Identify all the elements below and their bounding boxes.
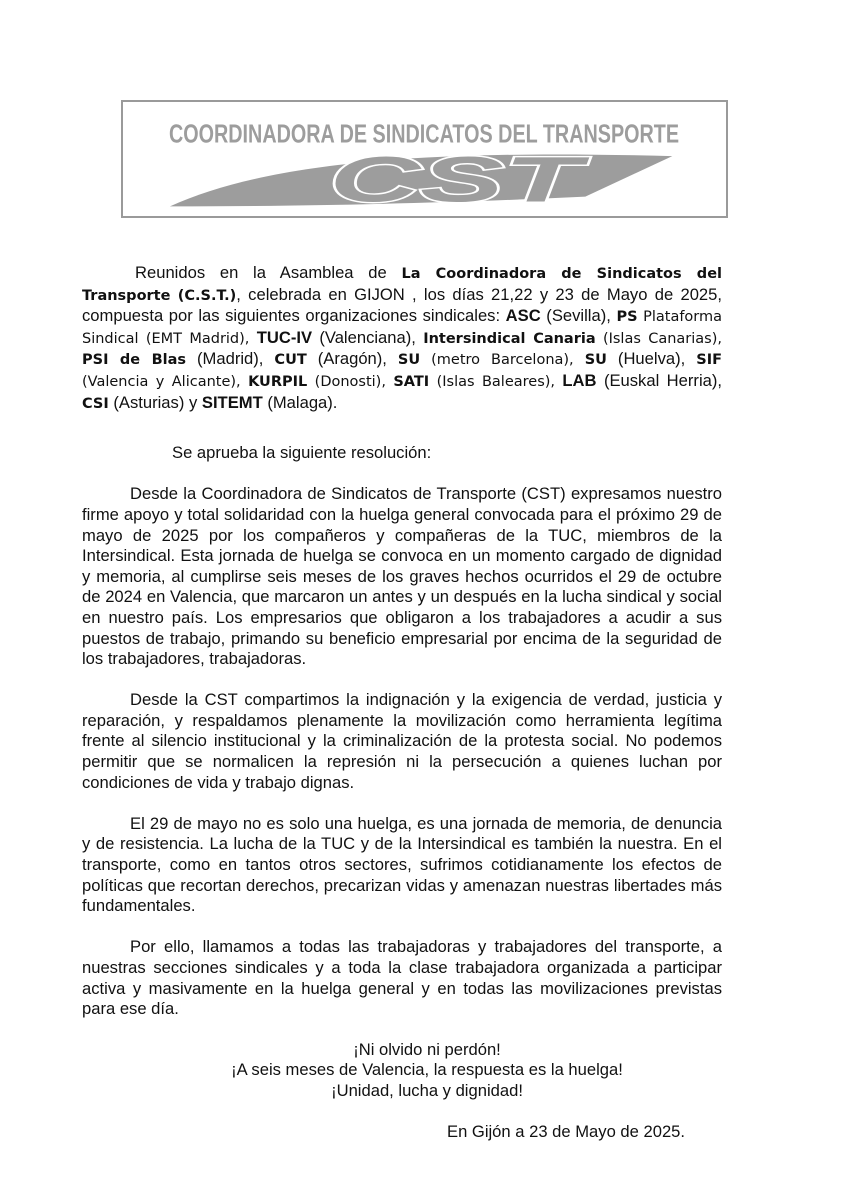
union-cut: CUT	[274, 352, 307, 369]
union-psi-detail: (Madrid),	[186, 349, 275, 369]
union-lab-detail: (Euskal Herria),	[596, 370, 722, 390]
union-kurpil-detail: (Donosti),	[307, 373, 394, 390]
union-ps-detail: (EMT Madrid),	[138, 330, 250, 347]
union-ps: PS	[616, 309, 638, 326]
cst-logo	[121, 100, 728, 218]
union-asc: ASC	[505, 306, 541, 326]
union-sitemt-detail: (Malaga).	[262, 392, 338, 412]
intro-paragraph	[82, 263, 722, 414]
paragraph: Desde la Coordinadora de Sindicatos de Transporte (CST) expresamos nuestro firme apoyo y total solidaridad con la huelga general convocada para el próximo 29 de mayo de 2025 por los compañeros y compañeras de la TUC, miembros de la Intersindical. Esta jornada de huelga se convoca en un momento cargado de dignidad y memoria, al cumplirse seis meses de los graves hechos ocurridos el 29 de octubre de 2024 en Valencia, que marcaron un antes y un después en la lucha sindical y social en nuestro país. Los empresarios que obligaron a los trabajadores a acudir a sus puestos de trabajo, primando su beneficio empresarial por encima de la seguridad de los trabajadores, trabajadoras.	[82, 484, 722, 669]
union-su-bcn: SU	[397, 352, 421, 369]
closing-date: En Gijón a 23 de Mayo de 2025.	[447, 1121, 686, 1141]
union-sif: SIF	[696, 352, 722, 369]
slogans	[82, 1040, 722, 1102]
document-body	[82, 263, 722, 1142]
org-name: La Coordinadora de Sindicatos del Transporte	[82, 266, 722, 304]
union-su-bcn-detail: (metro Barcelona),	[420, 352, 585, 369]
union-lab: LAB	[562, 370, 597, 390]
intro-text-2: , celebrada en GIJON , los días 21,22 y 23 de Mayo de 2025, compuesta por las siguientes organizaciones sindicales:	[82, 284, 722, 326]
cst-logo-graphic	[123, 102, 726, 216]
union-sati-detail: (Islas Baleares),	[429, 373, 563, 390]
paragraph: El 29 de mayo no es solo una huelga, es una jornada de memoria, de denuncia y de resistencia. La lucha de la TUC y de la Intersindical es también la nuestra. En el transporte, como en tantos otros sectores, sufrimos cotidianamente los efectos de políticas que recortan derechos, precarizan vidas y amenazan nuestras libertades más fundamentales.	[82, 813, 722, 916]
org-abbr: (C.S.T.)	[177, 287, 237, 304]
union-sati: SATI	[393, 373, 430, 390]
slogan: ¡Ni olvido ni perdón!	[353, 1039, 501, 1059]
intro-text: Reunidos en la Asamblea de	[135, 263, 402, 282]
slogan: ¡Unidad, lucha y dignidad!	[331, 1080, 523, 1100]
union-su-huelva-detail: (Huelva),	[606, 349, 697, 369]
union-kurpil: KURPIL	[248, 373, 308, 390]
union-intersindical: Intersindical Canaria	[423, 330, 596, 347]
union-intersindical-detail: (Islas Canarias),	[595, 330, 722, 347]
union-ps-name: Plataforma Sindical	[82, 309, 723, 347]
paragraph: Desde la CST compartimos la indignación y la exigencia de verdad, justicia y reparación, y respaldamos plenamente la movilización como herramienta legítima frente al silencio institucional y la criminalización de la protesta social. No podemos permitir que se normalicen la represión ni la persecución a quienes luchan por condiciones de vida y trabajo dignas.	[82, 690, 722, 792]
union-sitemt: SITEMT	[201, 392, 263, 412]
logo-heading: COORDINADORA DE SINDICATOS DEL TRANSPORTE	[168, 118, 680, 149]
union-asc-detail: (Sevilla),	[540, 306, 617, 326]
slogan: ¡A seis meses de Valencia, la respuesta es la huelga!	[231, 1060, 623, 1080]
union-csi: CSI	[82, 395, 109, 412]
logo-mark: CST	[329, 143, 591, 216]
union-tuc: TUC-IV	[256, 327, 313, 347]
paragraph: Por ello, llamamos a todas las trabajadoras y trabajadores del transporte, a nuestras secciones sindicales y a toda la clase trabajadora organizada a participar activa y masivamente en la huelga general y en todas las movilizaciones previstas para ese día.	[82, 937, 722, 1019]
union-cut-detail: (Aragón),	[306, 349, 398, 369]
union-sif-detail: (Valencia y Alicante),	[82, 373, 249, 390]
union-psi: PSI de Blas	[82, 352, 187, 369]
resolution-intro: Se aprueba la siguiente resolución:	[172, 443, 432, 463]
union-su-huelva: SU	[584, 352, 607, 369]
union-tuc-detail: (Valenciana),	[312, 327, 424, 347]
union-csi-detail: (Asturias) y	[108, 392, 202, 412]
